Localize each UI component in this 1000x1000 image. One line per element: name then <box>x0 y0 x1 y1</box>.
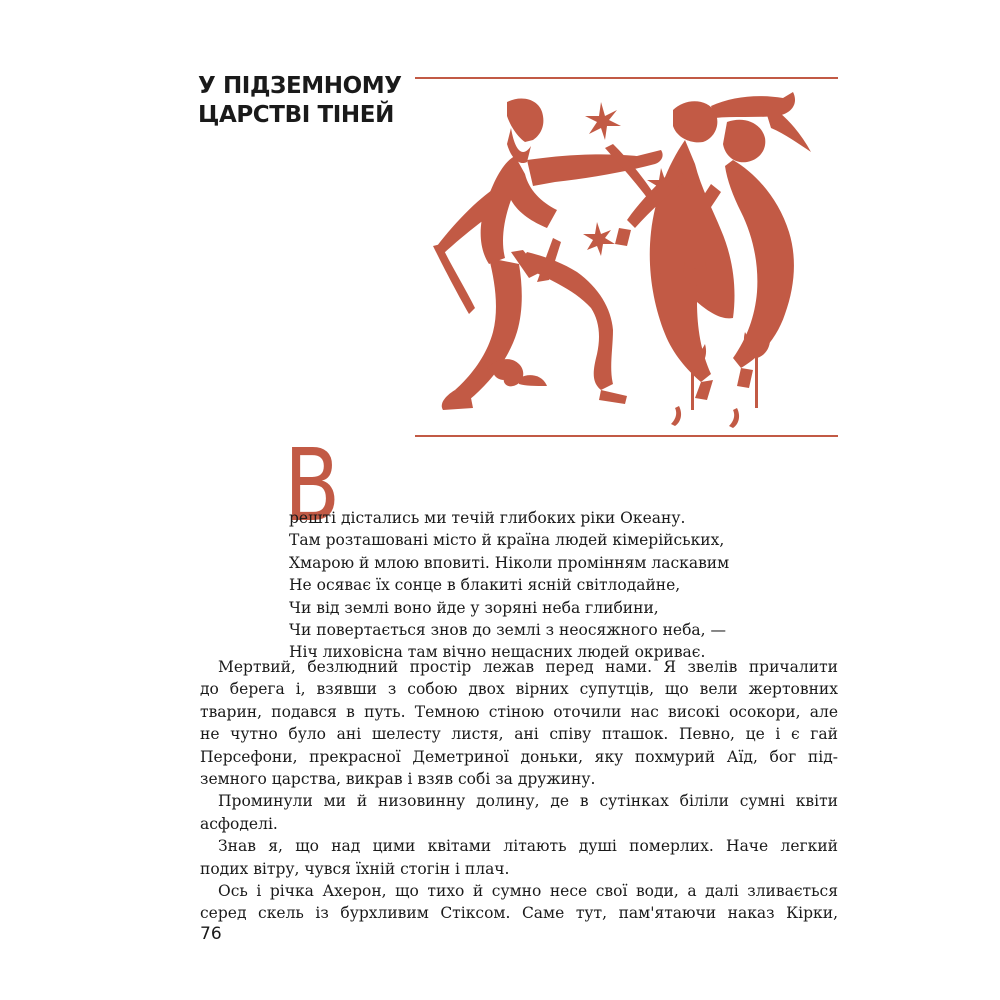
text-line: подих вітру, чувся їхній стогін і плач. <box>200 859 510 878</box>
poem-line: Не осяває їх сонце в блакиті ясній світлодайне, <box>289 576 681 595</box>
poem-line: Чи від землі воно йде у зоряні неба глибини, <box>289 598 659 617</box>
prose-body <box>200 656 838 925</box>
poem-line: Ніч лиховісна там вічно нещасних людей окриває. <box>289 643 706 662</box>
text-line: Персефони, прекрасної Деметриної доньки, яку похмурий Аїд, бог під- <box>200 747 838 766</box>
paragraph <box>200 790 838 835</box>
chapter-title-line-2: ЦАРСТВІ ТІНЕЙ <box>198 102 394 128</box>
chapter-title <box>198 72 413 130</box>
paragraph <box>200 880 838 925</box>
shade-figures <box>615 92 811 400</box>
text-line: серед скель із бурхливим Стіксом. Саме тут, пам'ятаючи наказ Кірки, <box>200 904 838 923</box>
text-line: тварин, подався в путь. Темною стіною оточили нас високі осокори, але <box>200 702 838 721</box>
bottom-rule <box>415 435 838 437</box>
text-line: Мертвий, безлюдний простір лежав перед нами. Я звелів причалити <box>218 658 838 676</box>
text-line: земного царства, викрав і взяв собі за дружину. <box>200 770 596 789</box>
poem-line: Хмарою й млою вповиті. Ніколи промінням ласкавим <box>289 553 730 572</box>
poem-line: решті дістались ми течій глибоких ріки Океану. <box>289 509 686 527</box>
paragraph <box>200 835 838 880</box>
top-rule <box>415 77 838 79</box>
warrior-figure <box>433 98 663 410</box>
text-line: до берега і, взявши з собою двох вірних супутців, що вели жертовних <box>200 680 838 699</box>
text-line: асфоделі. <box>200 814 278 833</box>
text-line: Знав я, що над цими квітами літають душі померлих. Наче легкий <box>218 837 838 856</box>
paragraph <box>200 656 838 790</box>
drop-cap: В <box>284 427 341 544</box>
text-line: Проминули ми й низовинну долину, де в сутінках біліли сумні квіти <box>218 792 838 811</box>
poem-line: Чи повертається знов до землі з неосяжного неба, — <box>289 621 727 640</box>
text-line: Ось і річка Ахерон, що тихо й сумно несе свої води, а далі зливається <box>218 882 838 901</box>
poem-line: Там розташовані місто й країна людей кімерійських, <box>289 531 725 550</box>
text-line: не чутно було ані шелесту листя, ані співу пташок. Певно, це і є гай <box>200 725 838 744</box>
greek-vase-illustration <box>415 82 838 432</box>
page-number: 76 <box>200 924 222 944</box>
poem-excerpt <box>289 507 849 664</box>
chapter-title-line-1: У ПІДЗЕМНОМУ <box>198 73 402 99</box>
